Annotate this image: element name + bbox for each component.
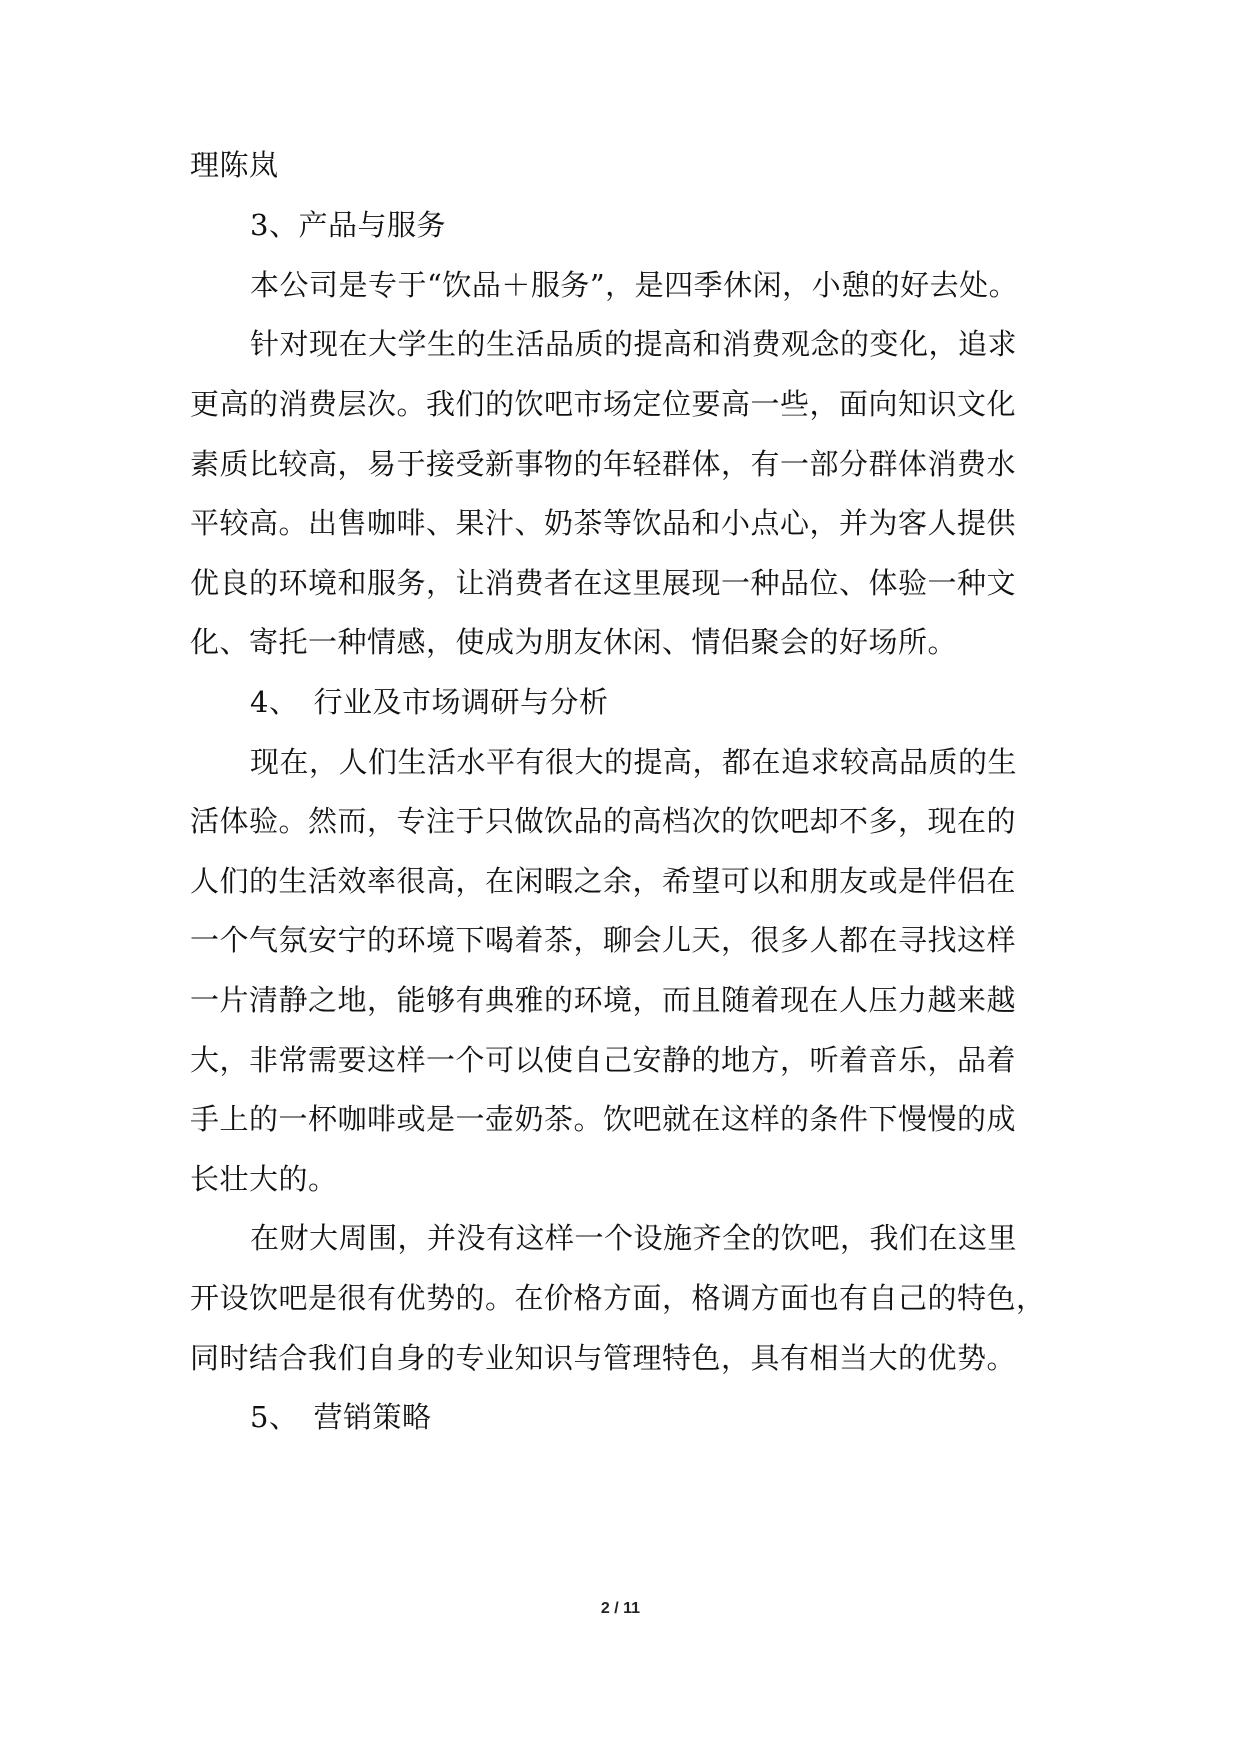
text-line: 大，非常需要这样一个可以使自己安静的地方，听着音乐，品着: [190, 1043, 1017, 1077]
text-line: 长壮大的。: [190, 1162, 338, 1196]
page-number: 2 / 11: [600, 1600, 641, 1617]
text-line: 现在，人们生活水平有很大的提高，都在追求较高品质的生: [250, 745, 1018, 779]
text-line: 同时结合我们自身的专业知识与管理特色，具有相当大的优势。: [190, 1341, 1017, 1375]
text-line: 平较高。出售咖啡、果汁、奶茶等饮品和小点心，并为客人提供: [190, 506, 1017, 540]
text-line: 开设饮吧是很有优势的。在价格方面，格调方面也有自己的特色，: [190, 1281, 1046, 1315]
section-heading-4: 4、 行业及市场调研与分析: [250, 685, 609, 719]
text-line: 活体验。然而，专注于只做饮品的高档次的饮吧却不多，现在的: [190, 804, 1017, 838]
text-line: 针对现在大学生的生活品质的提高和消费观念的变化，追求: [250, 327, 1018, 361]
text-line: 优良的环境和服务，让消费者在这里展现一种品位、体验一种文: [190, 566, 1017, 600]
section-heading-5: 5、 营销策略: [250, 1400, 432, 1434]
section-heading-3: 3、产品与服务: [250, 208, 446, 242]
text-line: 手上的一杯咖啡或是一壶奶茶。饮吧就在这样的条件下慢慢的成: [190, 1102, 1017, 1136]
text-line: 在财大周围，并没有这样一个设施齐全的饮吧，我们在这里: [250, 1221, 1018, 1255]
text-line: 一片清静之地，能够有典雅的环境，而且随着现在人压力越来越: [190, 983, 1017, 1017]
text-line: 素质比较高，易于接受新事物的年轻群体，有一部分群体消费水: [190, 447, 1017, 481]
text-line: 化、寄托一种情感，使成为朋友休闲、情侣聚会的好场所。: [190, 625, 958, 659]
text-line: 更高的消费层次。我们的饮吧市场定位要高一些，面向知识文化: [190, 387, 1017, 421]
text-line: 人们的生活效率很高，在闲暇之余，希望可以和朋友或是伴侣在: [190, 864, 1017, 898]
text-line: 本公司是专于“饮品＋服务”，是四季休闲，小憩的好去处。: [250, 268, 1019, 302]
text-line: 一个气氛安宁的环境下喝着茶，聊会儿天，很多人都在寻找这样: [190, 923, 1017, 957]
text-line: 理陈岚: [190, 148, 279, 182]
